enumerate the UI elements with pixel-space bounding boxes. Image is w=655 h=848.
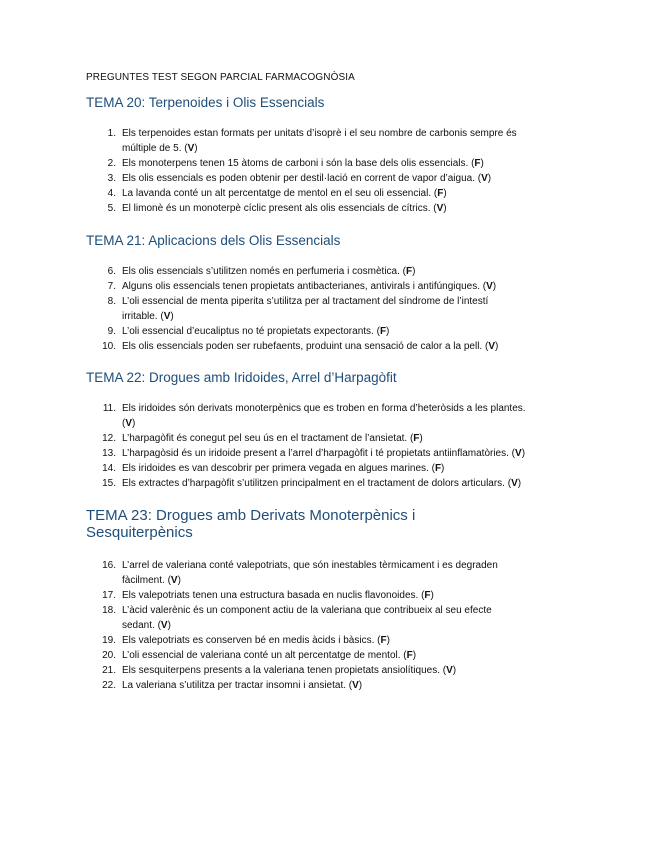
question-number: 4. bbox=[107, 188, 116, 199]
question-answer: F bbox=[406, 266, 413, 277]
document-title: PREGUNTES TEST SEGON PARCIAL FARMACOGNÒSIA bbox=[86, 72, 355, 83]
question-answer: V bbox=[486, 281, 493, 292]
question-number: 17. bbox=[102, 590, 116, 601]
question-item: 14. Els iridoides es van descobrir per primera vegada en algues marines. (F) bbox=[86, 461, 526, 476]
question-answer: F bbox=[434, 463, 442, 474]
question-answer: V bbox=[125, 418, 133, 429]
question-number: 12. bbox=[102, 433, 116, 444]
question-item: 4. La lavanda conté un alt percentatge de mentol en el seu oli essencial. (F) bbox=[86, 186, 526, 201]
question-answer: V bbox=[511, 478, 518, 489]
question-number: 14. bbox=[102, 463, 116, 474]
question-number: 13. bbox=[102, 448, 116, 459]
question-text: El limonè és un monoterpè cíclic present als olis essencials de cítrics. bbox=[122, 203, 431, 214]
question-item: 1. Els terpenoides estan formats per unitats d’isoprè i el seu nombre de carbonis sempre és múltiple de 5. (V) bbox=[86, 126, 526, 156]
question-item: 12. L’harpagòfit és conegut pel seu ús en el tractament de l’ansietat. (F) bbox=[86, 431, 526, 446]
question-text: La valeriana s’utilitza per tractar insomni i ansietat. bbox=[122, 680, 346, 691]
question-item: 16. L’arrel de valeriana conté valepotriats, que són inestables tèrmicament i es degraden fàcilment. (V) bbox=[86, 558, 526, 588]
question-answer: V bbox=[436, 203, 444, 214]
section bbox=[86, 370, 526, 491]
question-text: Alguns olis essencials tenen propietats antibacterianes, antivirals i antifúngiques. bbox=[122, 281, 480, 292]
question-list bbox=[86, 401, 526, 491]
section-heading: TEMA 22: Drogues amb Iridoides, Arrel d’Harpagòfit bbox=[86, 370, 397, 385]
question-text: L’harpagòfit és conegut pel seu ús en el tractament de l’ansietat. bbox=[122, 433, 408, 444]
question-item: 15. Els extractes d’harpagòfit s’utilitzen principalment en el tractament de dolors articulars. (V) bbox=[86, 476, 526, 491]
question-answer: F bbox=[424, 590, 431, 601]
question-answer: V bbox=[187, 143, 195, 154]
question-item: 10. Els olis essencials poden ser rubefaents, produint una sensació de calor a la pell. (V) bbox=[86, 339, 526, 354]
question-number: 7. bbox=[107, 281, 116, 292]
question-text: Els extractes d’harpagòfit s’utilitzen principalment en el tractament de dolors articulars. bbox=[122, 478, 505, 489]
question-answer: V bbox=[488, 341, 495, 352]
question-text: L’oli essencial d’eucaliptus no té propietats expectorants. bbox=[122, 326, 374, 337]
question-item: 5. El limonè és un monoterpè cíclic present als olis essencials de cítrics. (V) bbox=[86, 201, 526, 216]
question-number: 22. bbox=[102, 680, 116, 691]
question-number: 16. bbox=[102, 560, 116, 571]
question-list bbox=[86, 126, 526, 216]
question-item: 3. Els olis essencials es poden obtenir per destil·lació en corrent de vapor d’aigua. (V) bbox=[86, 171, 526, 186]
question-item: 20. L’oli essencial de valeriana conté un alt percentatge de mentol. (F) bbox=[86, 648, 526, 663]
question-number: 8. bbox=[107, 296, 116, 307]
question-number: 6. bbox=[107, 266, 116, 277]
question-answer: F bbox=[437, 188, 444, 199]
question-text: L’harpagòsid és un iridoide present a l’arrel d’harpagòfit i té propietats antiinflamatòries. bbox=[122, 448, 509, 459]
question-item: 13. L’harpagòsid és un iridoide present a l’arrel d’harpagòfit i té propietats antiinflamatòries. (V) bbox=[86, 446, 526, 461]
question-number: 2. bbox=[107, 158, 116, 169]
question-answer: V bbox=[481, 173, 488, 184]
question-item: 19. Els valepotriats es conserven bé en medis àcids i bàsics. (F) bbox=[86, 633, 526, 648]
section bbox=[86, 95, 526, 216]
question-number: 20. bbox=[102, 650, 116, 661]
question-item: 8. L’oli essencial de menta piperita s’utilitza per al tractament del síndrome de l’intestí irritable. (V) bbox=[86, 294, 526, 324]
question-number: 3. bbox=[107, 173, 116, 184]
question-item: 22. La valeriana s’utilitza per tractar insomni i ansietat. (V) bbox=[86, 678, 526, 693]
question-text: Els valepotriats es conserven bé en medis àcids i bàsics. bbox=[122, 635, 375, 646]
section-heading: TEMA 21: Aplicacions dels Olis Essencials bbox=[86, 233, 341, 248]
question-answer: F bbox=[474, 158, 481, 169]
question-text: Els terpenoides estan formats per unitats d’isoprè i el seu nombre de carbonis sempre és múltiple de 5. bbox=[122, 128, 517, 154]
question-number: 11. bbox=[102, 403, 116, 414]
question-text: Els olis essencials s’utilitzen només en perfumeria i cosmètica. bbox=[122, 266, 400, 277]
question-number: 15. bbox=[102, 478, 116, 489]
sections-container bbox=[86, 95, 526, 693]
question-text: L’oli essencial de valeriana conté un alt percentatge de mentol. bbox=[122, 650, 401, 661]
section-heading: TEMA 20: Terpenoides i Olis Essencials bbox=[86, 95, 325, 110]
question-text: Els monoterpens tenen 15 àtoms de carboni i són la base dels olis essencials. bbox=[122, 158, 469, 169]
question-item: 17. Els valepotriats tenen una estructura basada en nuclis flavonoides. (F) bbox=[86, 588, 526, 603]
question-answer: F bbox=[406, 650, 413, 661]
question-text: Els iridoides es van descobrir per primera vegada en algues marines. bbox=[122, 463, 429, 474]
question-text: Els valepotriats tenen una estructura basada en nuclis flavonoides. bbox=[122, 590, 419, 601]
question-number: 9. bbox=[107, 326, 116, 337]
question-answer: F bbox=[413, 433, 420, 444]
question-item: 9. L’oli essencial d’eucaliptus no té propietats expectorants. (F) bbox=[86, 324, 526, 339]
question-text: Els sesquiterpens presents a la valeriana tenen propietats ansiolítiques. bbox=[122, 665, 440, 676]
question-answer: V bbox=[163, 311, 171, 322]
question-text: Els olis essencials poden ser rubefaents, produint una sensació de calor a la pell. bbox=[122, 341, 483, 352]
question-answer: F bbox=[380, 635, 387, 646]
question-list bbox=[86, 264, 526, 354]
question-answer: V bbox=[160, 620, 168, 631]
question-number: 18. bbox=[102, 605, 116, 616]
question-item: 6. Els olis essencials s’utilitzen només en perfumeria i cosmètica. (F) bbox=[86, 264, 526, 279]
question-list bbox=[86, 558, 526, 693]
question-answer: V bbox=[170, 575, 178, 586]
question-number: 21. bbox=[102, 665, 116, 676]
question-item: 7. Alguns olis essencials tenen propietats antibacterianes, antivirals i antifúngiques. (V) bbox=[86, 279, 526, 294]
section-heading: TEMA 23: Drogues amb Derivats Monoterpènics i Sesquiterpènics bbox=[86, 507, 416, 541]
question-item: 2. Els monoterpens tenen 15 àtoms de carboni i són la base dels olis essencials. (F) bbox=[86, 156, 526, 171]
section bbox=[86, 507, 526, 693]
document-page bbox=[86, 72, 526, 693]
question-item: 21. Els sesquiterpens presents a la valeriana tenen propietats ansiolítiques. (V) bbox=[86, 663, 526, 678]
question-text: Els olis essencials es poden obtenir per destil·lació en corrent de vapor d’aigua. bbox=[122, 173, 475, 184]
question-text: L’arrel de valeriana conté valepotriats, que són inestables tèrmicament i es degraden fàcilment. bbox=[122, 560, 498, 586]
question-text: Els iridoides són derivats monoterpènics que es troben en forma d’heteròsids a les plantes. bbox=[122, 403, 526, 414]
question-answer: V bbox=[515, 448, 522, 459]
question-text: L’àcid valerènic és un component actiu de la valeriana que contribueix al seu efecte sedant. bbox=[122, 605, 492, 631]
question-number: 19. bbox=[102, 635, 116, 646]
question-answer: V bbox=[352, 680, 359, 691]
question-answer: V bbox=[446, 665, 453, 676]
question-text: L’oli essencial de menta piperita s’utilitza per al tractament del síndrome de l’intestí irritable. bbox=[122, 296, 489, 322]
question-number: 10. bbox=[102, 341, 116, 352]
question-item: 18. L’àcid valerènic és un component actiu de la valeriana que contribueix al seu efecte sedant. (V) bbox=[86, 603, 526, 633]
question-number: 5. bbox=[107, 203, 116, 214]
question-answer: F bbox=[379, 326, 387, 337]
question-text: La lavanda conté un alt percentatge de mentol en el seu oli essencial. bbox=[122, 188, 432, 199]
section bbox=[86, 233, 526, 354]
question-item: 11. Els iridoides són derivats monoterpènics que es troben en forma d’heteròsids a les plantes. (V) bbox=[86, 401, 526, 431]
question-number: 1. bbox=[107, 128, 116, 139]
